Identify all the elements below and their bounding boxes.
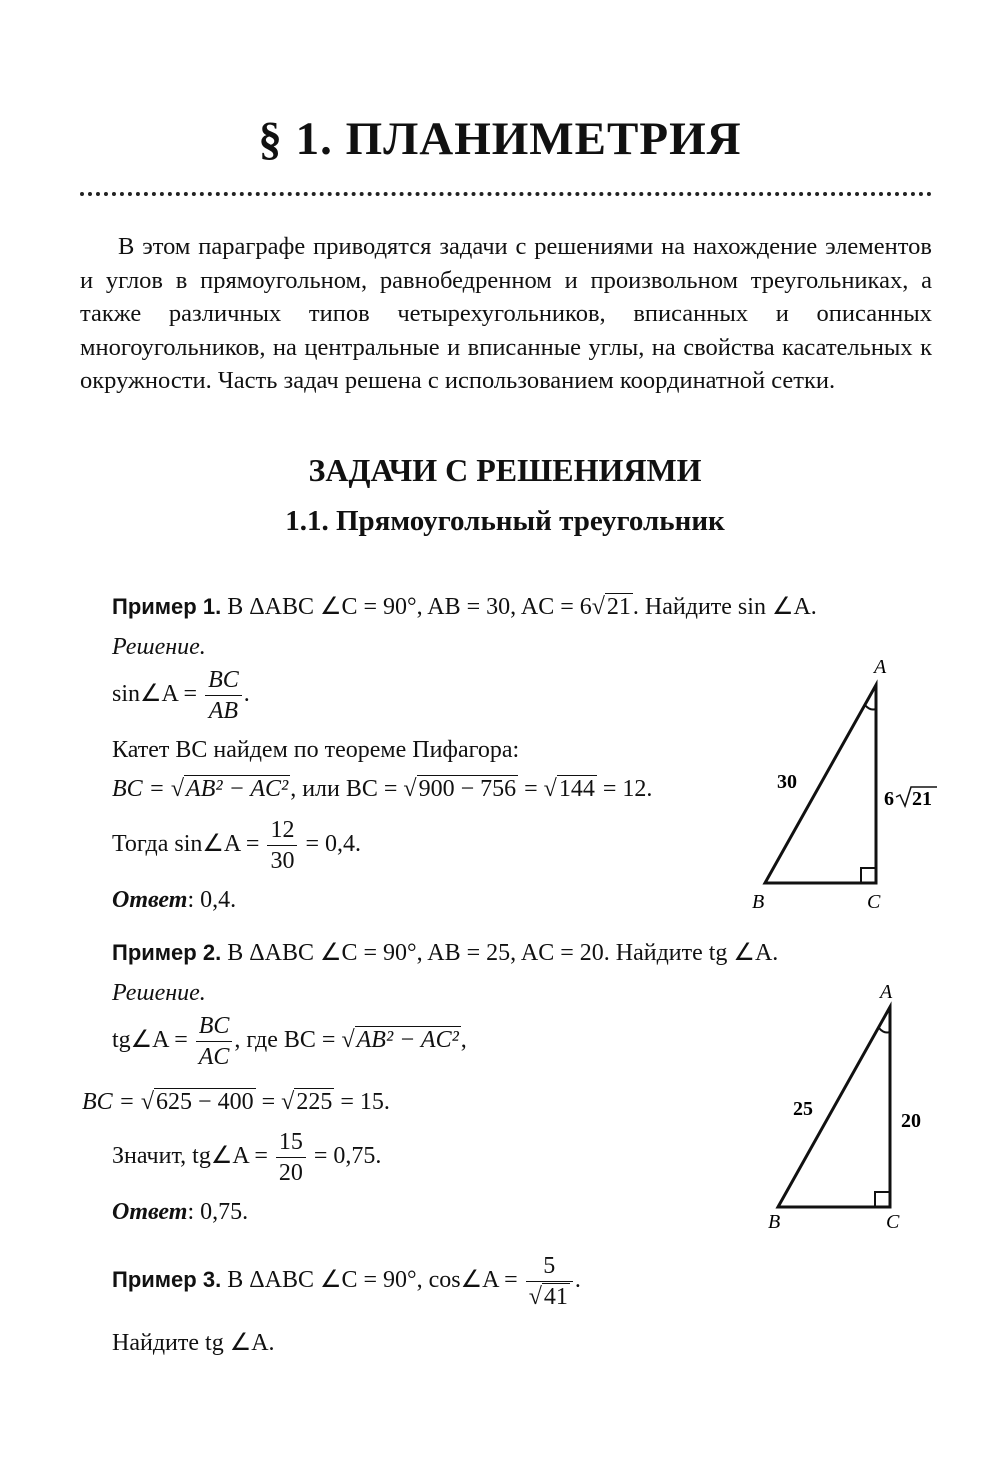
fraction (276, 1130, 306, 1185)
dotted-divider (80, 192, 932, 196)
example1-condition-prefix: В ΔABC ∠C = 90°, AB = 30, AC = 6 (227, 594, 592, 620)
page-title: § 1. ПЛАНИМЕТРИЯ (258, 113, 742, 165)
formula-lhs: sin∠A = (112, 681, 198, 708)
example1-pythagoras-text: Катет BC найдем по теореме Пифагора: (112, 737, 520, 763)
vertex-label-b: B (768, 1211, 781, 1233)
sqrt-symbol: √21 (591, 594, 631, 620)
bc-root: 625 − 400 (156, 1089, 254, 1115)
sqrt-symbol: √AB² − AC² (170, 776, 289, 802)
section-heading: ЗАДАЧИ С РЕШЕНИЯМИ (308, 452, 702, 488)
example2-condition-text: В ΔABC ∠C = 90°, AB = 25, AC = 20. Найдите tg ∠A. (227, 940, 779, 966)
thus-text: Значит, tg∠A = (112, 1143, 268, 1170)
fraction-numerator: 15 (276, 1130, 306, 1158)
triangle-figure-2 (760, 976, 960, 1236)
example2-formula (112, 1014, 467, 1069)
leg-label-root: 21 (912, 788, 932, 810)
fraction-numerator: BC (196, 1014, 233, 1042)
vertex-label-a: A (874, 656, 887, 678)
hypotenuse-label: 30 (777, 771, 797, 793)
fraction-numerator: 5 (526, 1254, 573, 1282)
example1-formula: sin∠A = $\frac{BC}{AB}$ . (112, 667, 250, 724)
intro-text: В этом параграфе приводятся задачи с решениями на нахождение элементов и углов в прямоугольном, равнобедренном и произвольном треугольниках, а также различных типов четырехугольников, вписанных и описанных многоугольников, на центральные и вписанные углы, на свойства касательных к окружности. Часть задач решена с использованием координатной сетки. (80, 233, 932, 395)
example3-condition (112, 1254, 581, 1309)
where-end: , (460, 1027, 467, 1054)
fraction-denominator: AC (198, 1044, 230, 1070)
bc-lhs: BC = (82, 1089, 135, 1115)
right-angle-mark (861, 868, 876, 883)
bc-root: AB² − AC² (186, 776, 289, 802)
thus-result: = 0,75. (313, 1143, 382, 1170)
example1-condition (112, 592, 817, 621)
vertex-label-c: C (886, 1211, 900, 1233)
then-result: = 0,4. (305, 831, 361, 858)
example1-bc-calculation (112, 776, 652, 803)
example3-condition-suffix: . (574, 1267, 581, 1294)
leg-label: 20 (901, 1110, 921, 1132)
bc-eq: = (524, 776, 538, 802)
right-angle-mark (875, 1192, 890, 1207)
fraction-denominator: AB (208, 698, 239, 724)
bc-result: = 15. (340, 1089, 390, 1115)
fraction-denominator-root: 41 (543, 1284, 568, 1310)
example3-question: Найдите tg ∠A. (112, 1330, 275, 1356)
angle-arc (879, 1028, 890, 1033)
subsection-heading: 1.1. Прямоугольный треугольник (285, 505, 725, 537)
vertex-label-c: C (867, 891, 881, 913)
answer-value: : 0,4. (187, 887, 237, 913)
then-text: Тогда sin∠A = (112, 831, 260, 858)
sqrt-symbol: √41 (528, 1284, 568, 1310)
example1-answer (112, 887, 236, 914)
fraction (526, 1254, 573, 1309)
triangle-figure-1 (740, 650, 960, 920)
bc-eq: = (261, 1089, 276, 1115)
sqrt-symbol: √225 (281, 1089, 333, 1115)
example1-condition-root: 21 (606, 594, 631, 620)
example3-condition-prefix: В ΔABC ∠C = 90°, cos∠A = (227, 1267, 518, 1294)
bc-result: = 12. (602, 776, 653, 802)
sqrt-symbol: √900 − 756 (403, 776, 517, 802)
sqrt-symbol: √625 − 400 (140, 1089, 254, 1115)
bc-root2: 900 − 756 (418, 776, 517, 802)
example2-label: Пример 2. (112, 940, 222, 965)
example2-condition (112, 938, 778, 967)
fraction-denominator: 20 (278, 1160, 303, 1186)
example2-solution-label: Решение. (112, 980, 206, 1006)
fraction-denominator (526, 1282, 573, 1309)
example1-condition-suffix: . Найдите sin ∠A. (632, 594, 817, 620)
answer-value: : 0,75. (187, 1199, 249, 1225)
sqrt-symbol: √AB² − AC² (341, 1027, 459, 1054)
example1-label: Пример 1. (112, 594, 222, 619)
answer-label: Ответ (112, 887, 188, 913)
fraction-numerator: BC (205, 668, 242, 696)
example2-thus (112, 1130, 381, 1185)
hypotenuse-label: 25 (793, 1098, 813, 1120)
example1-then (112, 818, 361, 873)
bc-lhs: BC = (112, 776, 165, 802)
example3-label: Пример 3. (112, 1267, 222, 1293)
leg-label-prefix: 6 (884, 788, 894, 810)
bc-root3: 144 (558, 776, 595, 802)
where-text: , где BC = (234, 1027, 336, 1054)
angle-arc (865, 705, 876, 710)
example2-answer (112, 1199, 248, 1226)
fraction (267, 818, 297, 873)
answer-label: Ответ (112, 1199, 188, 1225)
example1-solution-label: Решение. (112, 634, 206, 660)
intro-paragraph (80, 230, 932, 398)
fraction-denominator: 30 (270, 848, 295, 874)
where-root: AB² − AC² (356, 1027, 459, 1054)
formula-lhs: tg∠A = (112, 1027, 188, 1054)
bc-root2: 225 (296, 1089, 333, 1115)
fraction-numerator: 12 (267, 818, 297, 846)
fraction (196, 1014, 233, 1069)
example2-bc-calculation (82, 1089, 390, 1116)
bc-or: , или BC = (290, 776, 398, 802)
vertex-label-b: B (752, 891, 765, 913)
fraction (205, 668, 242, 723)
vertex-label-a: A (880, 981, 893, 1003)
sqrt-symbol: √144 (543, 776, 595, 802)
